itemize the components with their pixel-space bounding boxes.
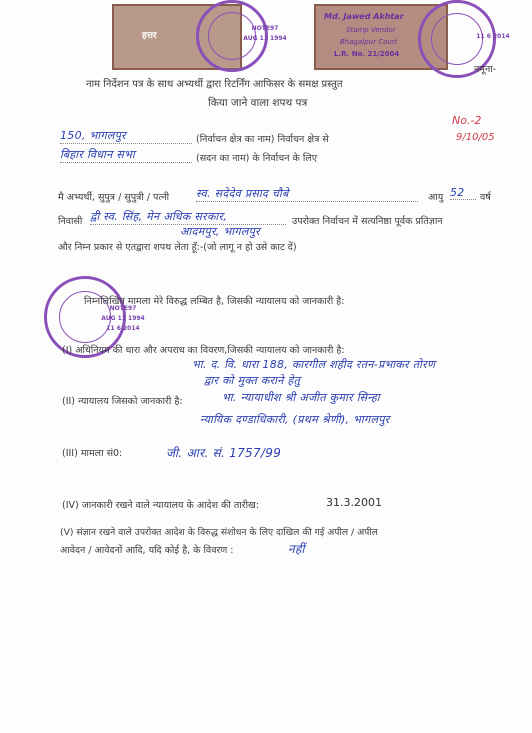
oath-line: और निम्न प्रकार से एतद्वारा शपथ लेता हूँ:-(जो लागू न हो उसे काट दें) <box>58 242 297 253</box>
item-iv-label: (IV) जानकारी रखने वाले न्यायालय के आदेश की तारीख: <box>62 500 260 511</box>
item-v-label: (V) संज्ञान रखने वाले उपरोक्त आदेश के विरुद्ध संशोधन के लिए दाखिल की गई अपील / अपील <box>60 527 378 538</box>
residence-value-2: आदमपुर, भागलपुर <box>180 225 260 238</box>
item-ii-value-2: न्यायिक दण्डाधिकारी, (प्रथम श्रेणी), भागलपुर <box>200 413 390 426</box>
item-i-label: (I) अधिनियम की धारा और अपराध का विवरण,जिसकी न्यायालय को जानकारी है: <box>62 345 345 356</box>
residence-value: द्वी स्व. सिंह, मेन अधिक सरकार, <box>90 209 286 225</box>
seal-serial-text-2: NOTE97 <box>109 305 137 312</box>
notary-seal-top <box>196 0 287 72</box>
item-iii-label: (III) मामला सं0: <box>62 448 123 459</box>
item-v-value: नहीं <box>288 542 305 556</box>
header-line-2: किया जाने वाला शपथ पत्र <box>208 97 308 109</box>
age-label: आयु <box>428 192 444 203</box>
item-iv-value: 31.3.2001 <box>326 496 382 509</box>
margin-note-number: No.-2 <box>452 114 482 127</box>
constituency-value: 150, भागलपुर <box>60 128 192 144</box>
item-ii-label: (II) न्यायालय जिसको जानकारी है: <box>62 396 183 407</box>
seal-date2-text: 11 6 2014 <box>476 33 510 40</box>
residence-prefix: निवासी <box>58 216 83 227</box>
seal-date-text-2: AUG 11 1994 <box>101 315 145 322</box>
pending-case-intro: निम्नलिखित मामला मेरे विरुद्ध लम्बित है, जिसकी न्यायालय को जानकारी है: <box>84 296 345 307</box>
form-corner-label: नमूना- <box>474 64 497 75</box>
stamp-paper-left-text: हत्तर <box>142 31 157 41</box>
seal-date-text: AUG 11 1994 <box>243 35 287 42</box>
house-value: बिहार विधान सभा <box>60 147 192 163</box>
candidate-name-value: स्व. सदेदेव प्रसाद चौबे <box>196 186 418 202</box>
item-iii-value: जी. आर. सं. 1757/99 <box>166 446 282 460</box>
item-ii-value-1: भा. न्यायाधीश श्री अजीत कुमार सिन्हा <box>222 391 380 404</box>
residence-suffix: उपरोक्त निर्वाचन में सत्यनिष्ठा पूर्वक प्रतिज्ञान <box>292 216 443 227</box>
item-i-value-2: द्वार को मुक्त कराने हेतु <box>204 374 301 387</box>
seal-serial-text: NOTE97 <box>251 25 279 32</box>
age-suffix: वर्ष <box>480 192 491 203</box>
constituency-label: (निर्वाचन क्षेत्र का नाम) निर्वाचन क्षेत्र से <box>196 134 329 145</box>
header-line-1: नाम निर्देशन पत्र के साथ अभ्यर्थी द्वारा रिटर्निंग आफिसर के समक्ष प्रस्तुत <box>86 79 343 90</box>
vendor-stamp-line2: Stamp Vendor <box>346 26 396 34</box>
seal-date2-text-2: 11 6 2014 <box>106 325 140 332</box>
margin-note-date: 9/10/05 <box>456 132 495 143</box>
vendor-stamp-line3: Bhagalpur Court <box>340 38 398 46</box>
item-v-label-2: आवेदन / आवेदनों आदि, यदि कोई है, के विवरण : <box>60 545 234 556</box>
item-i-value-1: भा. द. वि. धारा 188, कारगील शहीद रतन-प्रभाकर तोरण <box>192 358 436 371</box>
candidate-prefix: मै अभ्यर्थी, सुपुत्र / सुपुत्री / पत्नी <box>58 192 170 203</box>
age-value: 52 <box>450 186 476 200</box>
vendor-stamp-line4: L.R. No. 21/2004 <box>334 50 400 58</box>
house-label: (सदन का नाम) के निर्वाचन के लिए <box>196 153 317 164</box>
vendor-stamp-name: Md. Jawed Akhtar <box>324 12 404 21</box>
